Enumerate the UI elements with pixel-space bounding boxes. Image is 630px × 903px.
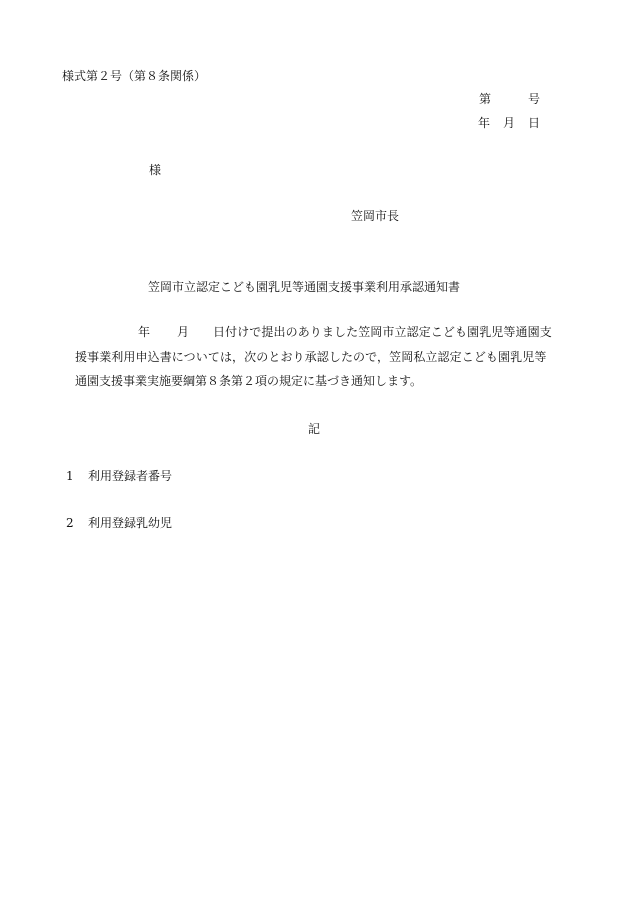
addressee-suffix: 様 [149,163,162,177]
date-month: 月 [503,116,516,130]
doc-number-prefix: 第 [479,92,492,106]
form-label: 様式第２号（第８条関係） [62,69,207,83]
date-day: 日 [528,116,541,130]
item-number: 1 [66,469,74,483]
document-title: 笠岡市立認定こども園乳児等通園支援事業利用承認通知書 [148,280,461,294]
body-month: 月 [177,325,190,339]
issuer: 笠岡市長 [351,209,400,223]
ki-heading: 記 [308,422,321,436]
body-line-2: 援事業利用申込書については，次のとおり承認したので，笠岡私立認定こども園乳児等 [75,350,547,364]
body-line-3: 通園支援事業実施要綱第８条第２項の規定に基づき通知します。 [75,374,423,388]
date-year: 年 [478,116,491,130]
body-line-1: 日付けで提出のありました笠岡市立認定こども園乳児等通園支 [213,325,552,339]
body-year: 年 [138,325,151,339]
item-label: 利用登録者番号 [88,469,173,483]
item-number: 2 [66,516,74,530]
doc-number-suffix: 号 [528,92,541,106]
item-label: 利用登録乳幼児 [88,516,173,530]
